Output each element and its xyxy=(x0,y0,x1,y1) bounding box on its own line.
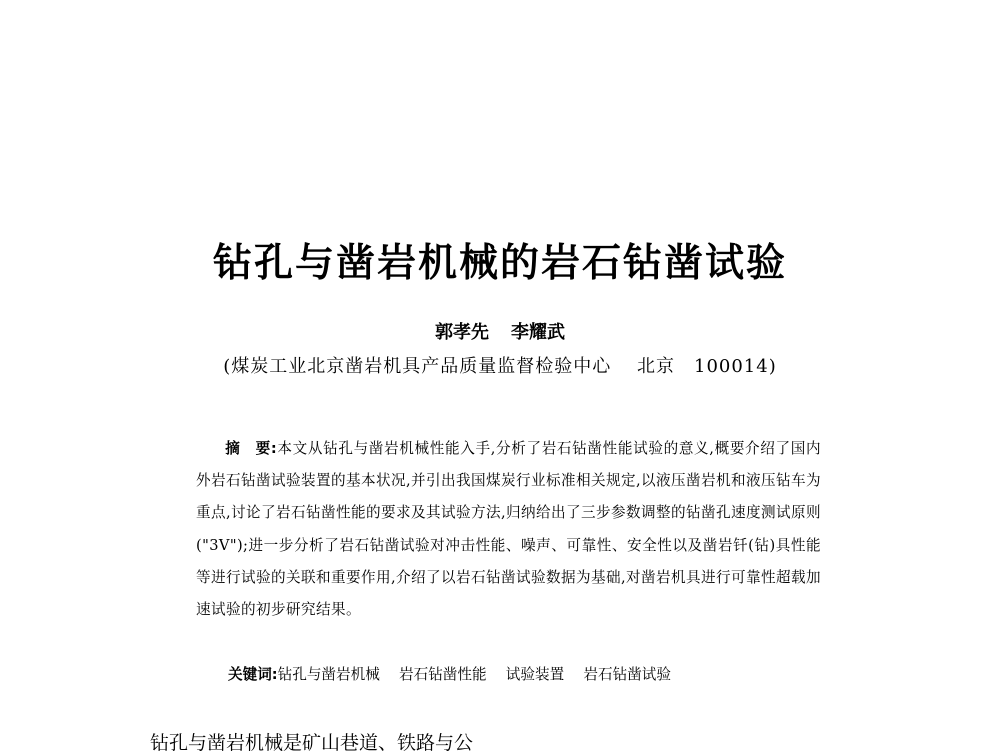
author-name: 郭孝先 xyxy=(435,322,489,343)
abstract-text: 本文从钻孔与凿岩机械性能入手,分析了岩石钻凿性能试验的意义,概要介绍了国内外岩石钻凿试验装置的基本状况,并引出我国煤炭行业标准相关规定,以液压凿岩机和液压钻车为重点,讨论了岩石钻凿性能的要求及其试验方法,归纳给出了三步参数调整的钻凿孔速度测试原则("3V");进一步分析了岩石钻凿试验对冲击性能、噪声、可靠性、安全性以及凿岩钎(钻)具性能等进行试验的关联和重要作用,介绍了以岩石钻凿试验数据为基础,对凿岩机具进行可靠性超载加速试验的初步研究结果。 xyxy=(196,440,821,619)
affiliation: (煤炭工业北京凿岩机具产品质量监督检验中心 北京 100014) xyxy=(223,356,777,377)
author-name: 李耀武 xyxy=(511,322,565,343)
keywords xyxy=(228,659,828,691)
author-list xyxy=(0,318,1000,344)
body-text-start: 钻孔与凿岩机械是矿山巷道、铁路与公 xyxy=(150,732,474,754)
paper-title: 钻孔与凿岩机械的岩石钻凿试验 xyxy=(212,241,787,286)
abstract-label: 摘 要: xyxy=(225,440,278,457)
abstract xyxy=(196,433,821,626)
keywords-label: 关键词: xyxy=(228,666,278,683)
keywords-text: 钻孔与凿岩机械 岩石钻凿性能 试验装置 岩石钻凿试验 xyxy=(277,666,671,683)
